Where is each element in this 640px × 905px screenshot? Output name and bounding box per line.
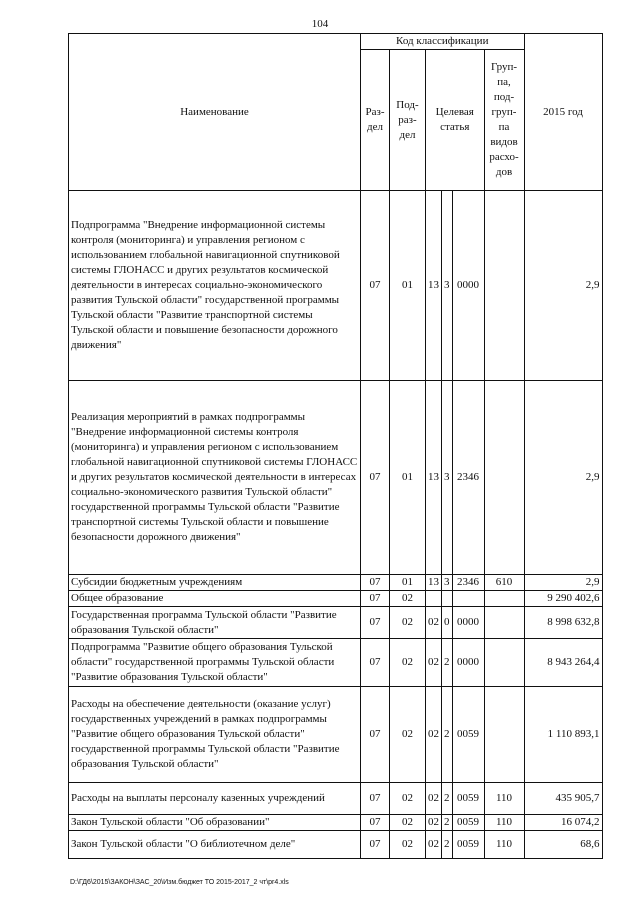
- table-row: [69, 815, 603, 831]
- row-target-subprogram: [442, 591, 453, 607]
- table-row: [69, 381, 603, 575]
- table-header: [69, 34, 603, 191]
- row-razdel: 07: [361, 687, 390, 783]
- row-razdel: 07: [361, 607, 390, 639]
- row-podrazdel: 02: [390, 815, 426, 831]
- row-name: Закон Тульской области "Об образовании": [69, 815, 361, 831]
- row-podrazdel: 01: [390, 191, 426, 381]
- table-row: [69, 191, 603, 381]
- row-target-direction: 0000: [452, 191, 484, 381]
- row-expense-group: [484, 687, 524, 783]
- row-target-program: [426, 591, 442, 607]
- row-amount: 68,6: [524, 831, 602, 859]
- row-expense-group: [484, 591, 524, 607]
- table-row: [69, 831, 603, 859]
- table-row: [69, 591, 603, 607]
- row-amount: 9 290 402,6: [524, 591, 602, 607]
- table-row: [69, 687, 603, 783]
- row-amount: 435 905,7: [524, 783, 602, 815]
- row-target-program: 02: [426, 639, 442, 687]
- row-name: Подпрограмма "Развитие общего образования Тульской области" государственной программы Тульской области "Развитие образования Тульской области": [69, 639, 361, 687]
- row-name: Государственная программа Тульской области "Развитие образования Тульской области": [69, 607, 361, 639]
- row-target-program: 02: [426, 607, 442, 639]
- row-name: Реализация мероприятий в рамках подпрограммы "Внедрение информационной системы контроля (мониторинга) и управления регионом с использованием глобальной навигационной спутниковой системы ГЛОНАСС и других результатов космической деятельности в интересах социально-экономического развития Тульской области" государственной программы Тульской области "Развитие транспортной системы Тульской области и повышение безопасности дорожного движения": [69, 381, 361, 575]
- row-razdel: 07: [361, 591, 390, 607]
- row-target-direction: [452, 591, 484, 607]
- row-target-direction: 2346: [452, 381, 484, 575]
- row-name: Субсидии бюджетным учреждениям: [69, 575, 361, 591]
- row-amount: 8 998 632,8: [524, 607, 602, 639]
- header-group: Груп- па, под- груп- па видов расхо- дов: [484, 50, 524, 191]
- row-podrazdel: 02: [390, 687, 426, 783]
- page-number: 104: [311, 18, 329, 30]
- row-target-subprogram: 3: [442, 381, 453, 575]
- row-podrazdel: 02: [390, 607, 426, 639]
- row-target-direction: 0059: [452, 783, 484, 815]
- row-target-direction: 0059: [452, 687, 484, 783]
- row-amount: 2,9: [524, 191, 602, 381]
- row-target-program: 02: [426, 831, 442, 859]
- row-razdel: 07: [361, 639, 390, 687]
- row-name: Расходы на выплаты персоналу казенных учреждений: [69, 783, 361, 815]
- row-expense-group: 110: [484, 831, 524, 859]
- header-code-group: Код классификации: [361, 34, 525, 50]
- row-expense-group: 610: [484, 575, 524, 591]
- table-row: [69, 575, 603, 591]
- budget-table: [68, 33, 603, 859]
- row-target-direction: 0000: [452, 607, 484, 639]
- row-podrazdel: 02: [390, 591, 426, 607]
- row-expense-group: [484, 639, 524, 687]
- row-name: Расходы на обеспечение деятельности (оказание услуг) государственных учреждений в рамках подпрограммы "Развитие общего образования Тульской области" государственной программы Тульской области "Развитие образования Тульской области": [69, 687, 361, 783]
- row-target-subprogram: 0: [442, 607, 453, 639]
- row-target-subprogram: 3: [442, 191, 453, 381]
- row-target-subprogram: 2: [442, 815, 453, 831]
- row-podrazdel: 01: [390, 381, 426, 575]
- row-target-program: 13: [426, 191, 442, 381]
- row-target-direction: 2346: [452, 575, 484, 591]
- row-podrazdel: 02: [390, 639, 426, 687]
- header-name: Наименование: [69, 34, 361, 191]
- table-row: [69, 783, 603, 815]
- row-razdel: 07: [361, 381, 390, 575]
- row-target-program: 13: [426, 575, 442, 591]
- row-razdel: 07: [361, 191, 390, 381]
- header-podrazdel: Под- раз- дел: [390, 50, 426, 191]
- row-expense-group: [484, 191, 524, 381]
- header-razdel: Раз- дел: [361, 50, 390, 191]
- row-expense-group: 110: [484, 815, 524, 831]
- row-razdel: 07: [361, 575, 390, 591]
- footer-file-path: D:\ГД6\2015\ЗАКОН\ЗАС_20\Изм.бюджет ТО 2015-2017_2 чт\pr4.xls: [70, 879, 289, 886]
- row-expense-group: [484, 381, 524, 575]
- row-name: Подпрограмма "Внедрение информационной системы контроля (мониторинга) и управления регионом с использованием глобальной навигационной спутниковой системы ГЛОНАСС и других результатов космической деятельности в интересах социально-экономического развития Тульской области" государственной программы Тульской области "Развитие транспортной системы Тульской области и повышение безопасности дорожного движения": [69, 191, 361, 381]
- row-target-subprogram: 2: [442, 831, 453, 859]
- row-target-subprogram: 2: [442, 783, 453, 815]
- row-target-program: 13: [426, 381, 442, 575]
- row-target-program: 02: [426, 687, 442, 783]
- header-year: 2015 год: [524, 34, 602, 191]
- row-target-direction: 0000: [452, 639, 484, 687]
- row-podrazdel: 02: [390, 831, 426, 859]
- table-row: [69, 639, 603, 687]
- row-target-program: 02: [426, 783, 442, 815]
- row-amount: 1 110 893,1: [524, 687, 602, 783]
- row-expense-group: [484, 607, 524, 639]
- row-target-subprogram: 3: [442, 575, 453, 591]
- row-name: Закон Тульской области "О библиотечном деле": [69, 831, 361, 859]
- row-target-program: 02: [426, 815, 442, 831]
- row-target-direction: 0059: [452, 815, 484, 831]
- row-amount: 16 074,2: [524, 815, 602, 831]
- row-razdel: 07: [361, 831, 390, 859]
- row-target-subprogram: 2: [442, 639, 453, 687]
- row-podrazdel: 01: [390, 575, 426, 591]
- row-target-subprogram: 2: [442, 687, 453, 783]
- row-expense-group: 110: [484, 783, 524, 815]
- row-target-direction: 0059: [452, 831, 484, 859]
- header-target: Целевая статья: [426, 50, 485, 191]
- table-body: [69, 191, 603, 859]
- row-razdel: 07: [361, 815, 390, 831]
- row-razdel: 07: [361, 783, 390, 815]
- row-amount: 8 943 264,4: [524, 639, 602, 687]
- row-name: Общее образование: [69, 591, 361, 607]
- row-amount: 2,9: [524, 575, 602, 591]
- table-row: [69, 607, 603, 639]
- row-amount: 2,9: [524, 381, 602, 575]
- row-podrazdel: 02: [390, 783, 426, 815]
